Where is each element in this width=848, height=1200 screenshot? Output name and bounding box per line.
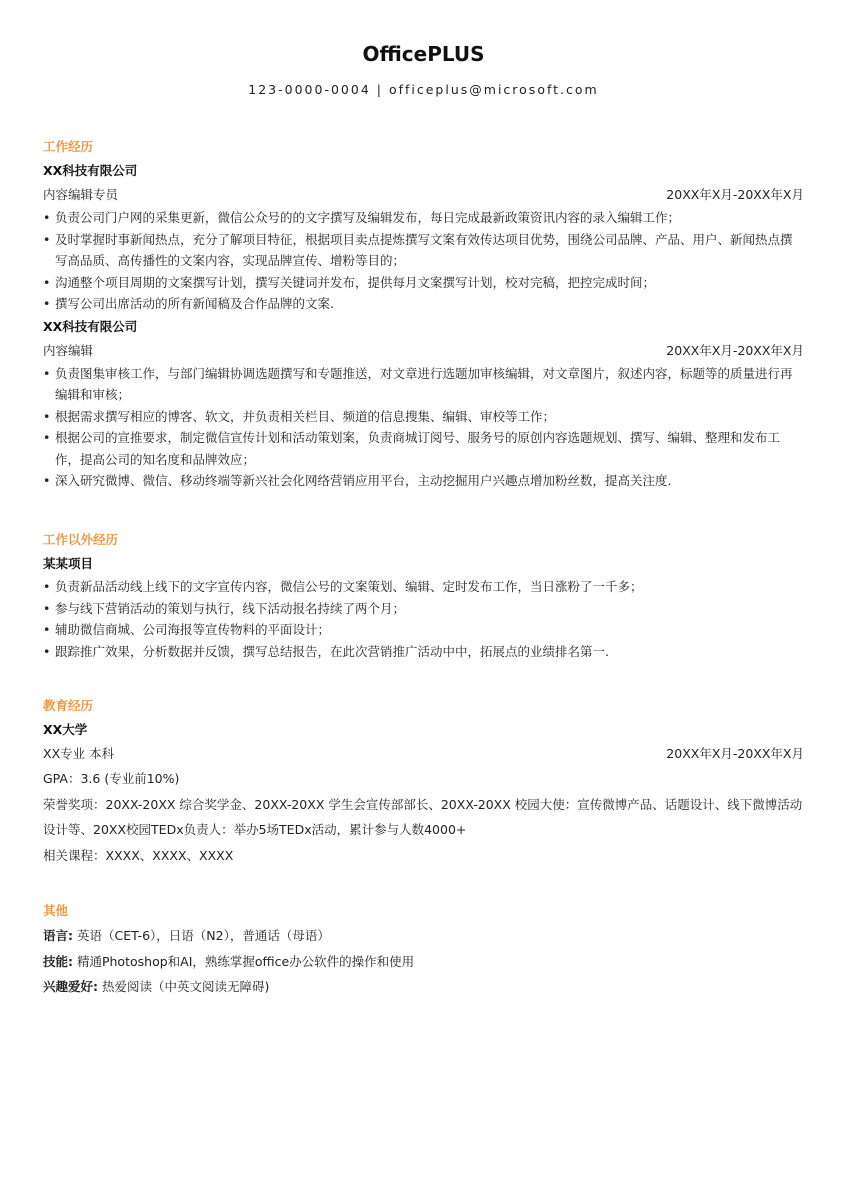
- school-name: XX大学: [43, 722, 88, 737]
- job-period: 20XX年X月-20XX年X月: [666, 342, 804, 358]
- duty-item: • 及时掌握时事新闻热点，充分了解项目特征，根据项目卖点提炼撰写文案有效传达项目优势，围绕公司品牌、产品、用户、新闻热点撰写高品质、高传播性的文案内容，实现品牌宣传、增粉等目的；: [43, 229, 804, 272]
- work-section-title: 工作经历: [43, 139, 94, 154]
- job-role: 内容编辑专员: [43, 187, 119, 202]
- extra-section: [43, 527, 804, 662]
- work-section: [43, 134, 804, 492]
- honors: 荣誉奖项：20XX-20XX 综合奖学金、20XX-20XX 学生会宣传部部长、20XX-20XX 校园大使：宣传微博产品、话题设计、线下微博活动设计等、20XX校园TEDx负责人：举办5场TEDx活动，累计参与人数4000+: [43, 796, 803, 837]
- duty-item: • 根据公司的宣推要求，制定微信宣传计划和活动策划案，负责商城订阅号、服务号的原创内容选题规划、撰写、编辑、整理和发布工作，提高公司的知名度和品牌效应；: [43, 427, 804, 470]
- duty-item: • 负责公司门户网的采集更新，微信公众号的的文字撰写及编辑发布，每日完成最新政策资讯内容的录入编辑工作；: [43, 207, 804, 229]
- duty-item: • 根据需求撰写相应的博客、软文，并负责相关栏目、频道的信息搜集、编辑、审校等工作；: [43, 406, 804, 428]
- duty-item: • 沟通整个项目周期的文案撰写计划，撰写关键词并发布，提供每月文案撰写计划，校对完稿，把控完成时间；: [43, 272, 804, 294]
- other-section: [43, 898, 804, 1000]
- duty-item: • 跟踪推广效果，分析数据并反馈，撰写总结报告，在此次营销推广活动中中，拓展点的业绩排名第一.: [43, 641, 804, 663]
- company-name: XX科技有限公司: [43, 163, 138, 178]
- project-duties: [43, 576, 804, 662]
- courses: 相关课程：XXXX、XXXX、XXXX: [43, 847, 234, 863]
- duty-item: • 撰写公司出席活动的所有新闻稿及合作品牌的文案.: [43, 293, 804, 315]
- major: XX专业 本科: [43, 746, 115, 761]
- duty-item: • 参与线下营销活动的策划与执行，线下活动报名持续了两个月；: [43, 598, 804, 620]
- job-role-row: [43, 339, 804, 363]
- skills-line: [43, 949, 804, 975]
- job-role: 内容编辑: [43, 342, 94, 358]
- language-value: 英语（CET-6），日语（N2），普通话（母语）: [73, 928, 330, 943]
- education-section-title: 教育经历: [43, 698, 94, 713]
- extra-section-title: 工作以外经历: [43, 532, 119, 547]
- job-role-row: [43, 183, 804, 207]
- other-section-title: 其他: [43, 903, 69, 918]
- job-duties: [43, 207, 804, 315]
- hobbies-value: 热爱阅读（中英文阅读无障碍): [98, 979, 270, 994]
- project-name: 某某项目: [43, 556, 94, 571]
- skills-value: 精通Photoshop和AI，熟练掌握office办公软件的操作和使用: [73, 953, 415, 969]
- duty-item: • 负责新品活动线上线下的文字宣传内容，微信公号的文案策划、编辑、定时发布工作，当日涨粉了一千多；: [43, 576, 804, 598]
- job-period: 20XX年X月-20XX年X月: [666, 187, 804, 202]
- duty-item: • 深入研究微博、微信、移动终端等新兴社会化网络营销应用平台，主动挖掘用户兴趣点增加粉丝数，提高关注度.: [43, 470, 804, 492]
- major-row: [43, 742, 804, 766]
- hobbies-line: [43, 974, 804, 1000]
- language-label: 语言:: [43, 928, 73, 943]
- duty-item: • 辅助微信商城、公司海报等宣传物料的平面设计；: [43, 619, 804, 641]
- gpa: GPA：3.6 (专业前10%): [43, 771, 180, 786]
- skills-label: 技能:: [43, 953, 73, 969]
- education-section: [43, 693, 804, 868]
- contact-info: 123-0000-0004 | officeplus@microsoft.com: [248, 82, 599, 97]
- job-duties: [43, 363, 804, 492]
- company-name: XX科技有限公司: [43, 318, 138, 334]
- language-line: [43, 923, 804, 949]
- duty-item: • 负责图集审核工作，与部门编辑协调选题撰写和专题推送，对文章进行选题加审核编辑，对文章图片，叙述内容，标题等的质量进行再编辑和审核；: [43, 363, 804, 406]
- resume-name: OfficePLUS: [362, 42, 485, 66]
- education-period: 20XX年X月-20XX年X月: [666, 746, 804, 761]
- hobbies-label: 兴趣爱好:: [43, 979, 98, 994]
